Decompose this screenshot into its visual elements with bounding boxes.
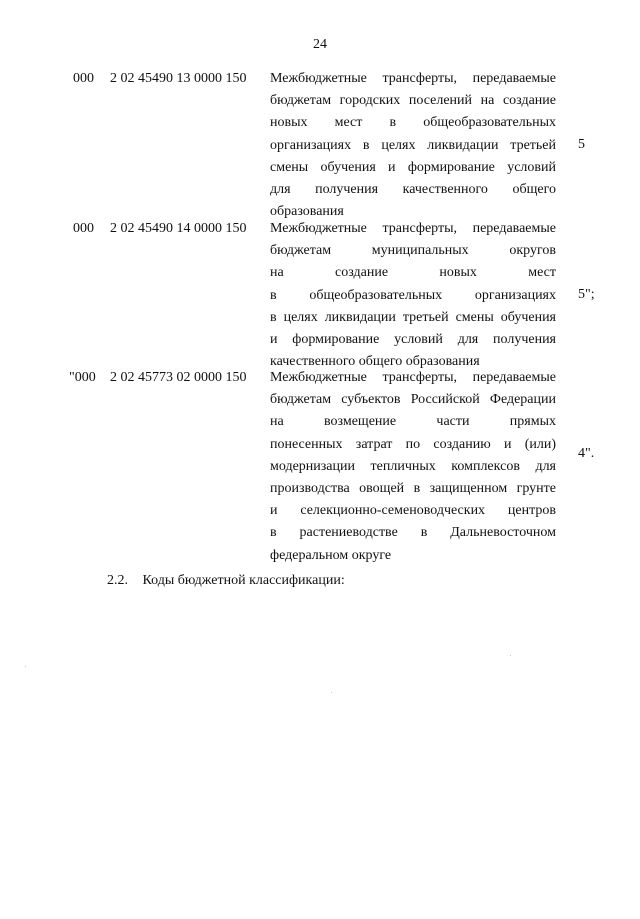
description-line: бюджетам субъектов Российской Федерации: [270, 392, 556, 408]
description-line: модернизации тепличных комплексов для: [270, 458, 556, 474]
page-number: 24: [313, 37, 327, 52]
amount-value: 5";: [578, 287, 595, 302]
budget-code: 2 02 45773 02 0000 150: [110, 370, 247, 385]
description-line: Межбюджетные трансферты, передаваемые: [270, 221, 556, 236]
description-line: на возмещение части прямых: [270, 414, 556, 430]
section-number: 2.2.: [107, 573, 128, 588]
scan-speck: [331, 692, 332, 693]
description-line: бюджетам муниципальных округов: [270, 243, 556, 259]
amount-value: 4".: [578, 446, 595, 461]
description-line: образования: [270, 204, 344, 220]
scan-speck: [25, 666, 26, 667]
description-line: качественного общего образования: [270, 354, 480, 370]
description-line: в общеобразовательных организациях: [270, 287, 556, 303]
description-line: в целях ликвидации третьей смены обучения: [270, 309, 556, 325]
description-line: и формирование условий для получения: [270, 331, 556, 347]
description-line: и селекционно-семеноводческих центров: [270, 503, 556, 519]
description-line: Межбюджетные трансферты, передаваемые: [270, 370, 556, 385]
description-line: новых мест в общеобразовательных: [270, 115, 556, 131]
section-heading: [107, 570, 345, 592]
budget-code: 2 02 45490 14 0000 150: [110, 221, 247, 236]
description-line: производства овощей в защищенном грунте: [270, 480, 556, 496]
code-prefix: 000: [73, 221, 94, 236]
description-line: Межбюджетные трансферты, передаваемые: [270, 71, 556, 86]
code-prefix: "000: [69, 370, 96, 385]
description-line: бюджетам городских поселений на создание: [270, 93, 556, 109]
description-line: организациях в целях ликвидации третьей: [270, 137, 556, 153]
budget-code: 2 02 45490 13 0000 150: [110, 71, 247, 86]
description-line: смены обучения и формирование условий: [270, 159, 556, 175]
description-line: понесенных затрат по созданию и (или): [270, 436, 556, 452]
code-prefix: 000: [73, 71, 94, 86]
row-description: [270, 367, 556, 567]
scan-speck: [510, 655, 511, 656]
row-description: [270, 68, 556, 223]
description-line: для получения качественного общего: [270, 181, 556, 197]
description-line: в растениеводстве в Дальневосточном: [270, 525, 556, 541]
row-description: [270, 218, 556, 373]
section-title: Коды бюджетной классификации:: [142, 573, 345, 588]
description-line: федеральном округе: [270, 547, 392, 563]
description-line: на создание новых мест: [270, 265, 556, 281]
amount-value: 5: [578, 137, 585, 152]
